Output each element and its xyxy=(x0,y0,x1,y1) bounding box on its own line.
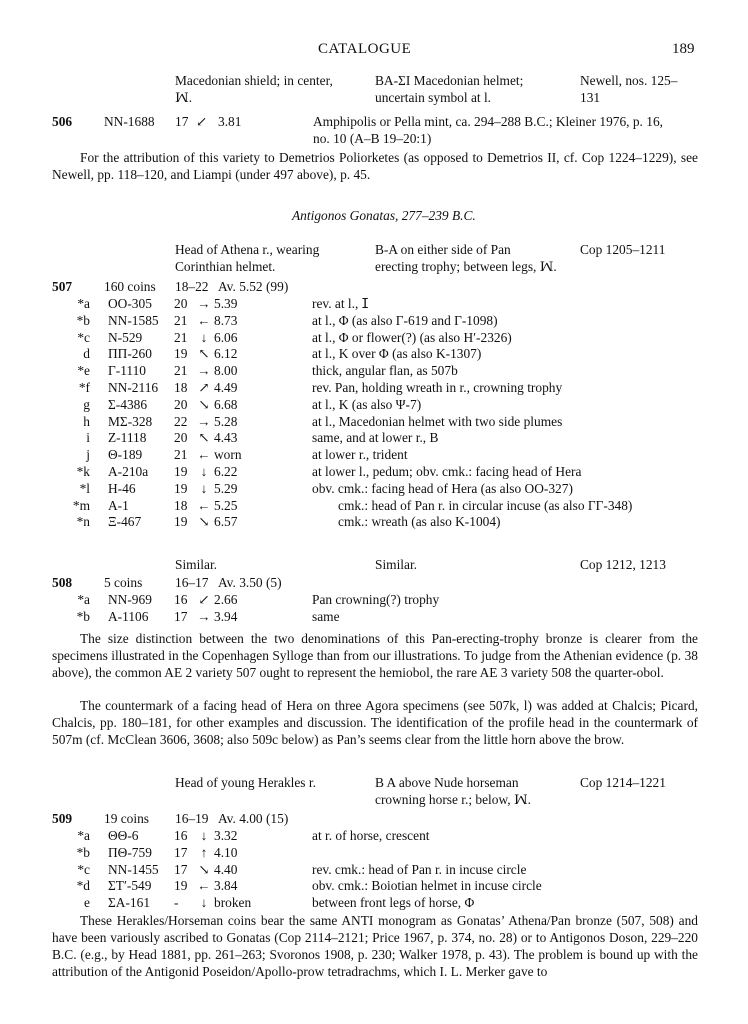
top-reference-line2: 131 xyxy=(580,90,601,105)
table-507-rows: *a OO-305 20 → 5.39 rev. at l., ⵊ *b NN-1585 21 ← 8.73 at l., Φ (as also Γ-619 and Γ-1098) *c N-529 21 ↓ 6.06 at l., Φ or flower(?) (as also H′-2326) d ΠΠ-260 19 ↖ 6.12 at l., K over Φ (as also K-1307) *e Γ-1110 21 → 8.00 thick, angular flan, as 507b *f NN-2116 18 ↗ 4.49 rev. Pan, holding wreath in r., crowning trophy g Σ-4386 20 ↘ 6.68 at l., K (as also Ψ-7) h MΣ-328 22 → 5.28 at l., Macedonian helmet with two side plumes i Z-1118 20 ↖ 4.43 same, and at lower r., B j Θ-189 21 ← worn at lower r., trident *k A-210a 19 ↓ 6.22 at lower l., pedum; obv. cmk.: facing head of Hera *l H-46 19 ↓ 5.29 obv. cmk.: facing head of Hera (as also OO-327) *m A-1 18 ← 5.25 cmk.: head of Pan r. in circular incuse (as also ΓΓ-348) *n Ξ-467 19 ↘ 6.57 cmk.: wreath (as also K-1004) xyxy=(72,296,633,530)
507-reverse-line2: erecting trophy; between legs, ꟽ. xyxy=(375,259,557,274)
entry-506-note-line2: no. 10 (A–B 19–20:1) xyxy=(313,131,432,146)
running-header-title: CATALOGUE xyxy=(318,41,412,57)
508-reverse: Similar. xyxy=(375,557,418,572)
509-reverse-line1: B A above Nude horseman xyxy=(375,775,519,790)
entry-506-id: NN-1688 xyxy=(104,114,155,129)
table-509-rows: *a ΘΘ-6 16 ↓ 3.32 at r. of horse, crescent *b ΠΘ-759 17 ↑ 4.10 *c NN-1455 17 ↘ 4.40 rev. cmk.: head of Pan r. in incuse circle *d ΣT′-549 19 ← 3.84 obv. cmk.: Boiotian helmet in incuse circle e ΣA-161 - ↓ broken between front legs of horse, Φ xyxy=(76,828,542,911)
table-508-rows: *a NN-969 16 ↙ 2.66 Pan crowning(?) trophy *b A-1106 17 → 3.94 same xyxy=(76,592,440,624)
entry-509-count: 19 coins xyxy=(104,811,150,826)
paragraph-508-countermark: The countermark of a facing head of Hera on three Agora specimens (see 507k, l) was added at Chalcis; Picard, Chalcis, pp. 180–181, for other examples and discussion. The identification of the profile head in the countermark of 507m (cf. McClean 3606, 3608; also 509c below) as Pan’s seems clear from the little horn above the brow. xyxy=(52,698,698,747)
entry-509-size: 16–19 xyxy=(175,811,209,826)
507-obverse-line1: Head of Athena r., wearing xyxy=(175,242,320,257)
top-reverse-line2: uncertain symbol at l. xyxy=(375,90,492,105)
507-obverse-line2: Corinthian helmet. xyxy=(175,259,276,274)
entry-508-count: 5 coins xyxy=(104,575,143,590)
509-reverse-line2: crowning horse r.; below, ꟽ. xyxy=(375,792,532,807)
entry-506-note-line1: Amphipolis or Pella mint, ca. 294–288 B.C.; Kleiner 1976, p. 16, xyxy=(313,114,663,129)
entry-507-size: 18–22 xyxy=(175,279,209,294)
entry-508-number: 508 xyxy=(52,575,73,590)
paragraph-506: For the attribution of this variety to Demetrios Poliorketes (as opposed to Demetrios II, cf. Cop 1224–1229), see Newell, pp. 118–120, and Liampi (under 497 above), p. 45. xyxy=(52,150,698,182)
507-reverse-line1: B-A on either side of Pan xyxy=(375,242,511,257)
entry-506-arrow: ↙ xyxy=(196,114,208,129)
top-obverse-line1: Macedonian shield; in center, xyxy=(175,73,333,88)
509-obverse: Head of young Herakles r. xyxy=(175,775,316,790)
entry-507-number: 507 xyxy=(52,279,73,294)
entry-508-weight: Av. 3.50 (5) xyxy=(218,575,282,590)
508-reference: Cop 1212, 1213 xyxy=(580,557,666,572)
entry-506-number: 506 xyxy=(52,114,73,129)
entry-506-weight: 3.81 xyxy=(218,114,242,129)
top-reference-line1: Newell, nos. 125– xyxy=(580,73,678,88)
entry-509-number: 509 xyxy=(52,811,73,826)
entry-507-weight: Av. 5.52 (99) xyxy=(218,279,289,294)
paragraph-508-denominations: The size distinction between the two denominations of this Pan-erecting-trophy bronze is clearer from the specimens illustrated in the Copenhagen Sylloge than from our illustrations. To judge from the Athenian evidence (p. 38 above), the common AE 2 variety 507 ought to represent the hemiobol, the rare AE 3 variety 508 the quarter-obol. xyxy=(52,631,698,680)
page-number: 189 xyxy=(672,41,695,57)
paragraph-509-attribution: These Herakles/Horseman coins bear the same ANTI monogram as Gonatas’ Athena/Pan bronze (507, 508) and have been variously ascribed to Gonatas (Cop 2114–2121; Price 1967, p. 374, no. 28) or to Antigonos Doson, 229–220 B.C. (e.g., by Head 1881, pp. 261–263; Svoronos 1908, p. 230; Walker 1978, p. 43). The problem is bound up with the attribution of the Antigonid Poseidon/Apollo-prow tetradrachms, which I. L. Merker gave to xyxy=(52,913,698,979)
509-reference: Cop 1214–1221 xyxy=(580,775,666,790)
entry-507-count: 160 coins xyxy=(104,279,156,294)
entry-509-weight: Av. 4.00 (15) xyxy=(218,811,289,826)
section-heading-gonatas: Antigonos Gonatas, 277–239 B.C. xyxy=(292,208,476,223)
top-reverse-line1: BA-ΣI Macedonian helmet; xyxy=(375,73,524,88)
507-reference: Cop 1205–1211 xyxy=(580,242,666,257)
entry-506-size: 17 xyxy=(175,114,189,129)
entry-508-size: 16–17 xyxy=(175,575,209,590)
top-obverse-line2: ꟽ. xyxy=(175,90,193,105)
508-obverse: Similar. xyxy=(175,557,218,572)
